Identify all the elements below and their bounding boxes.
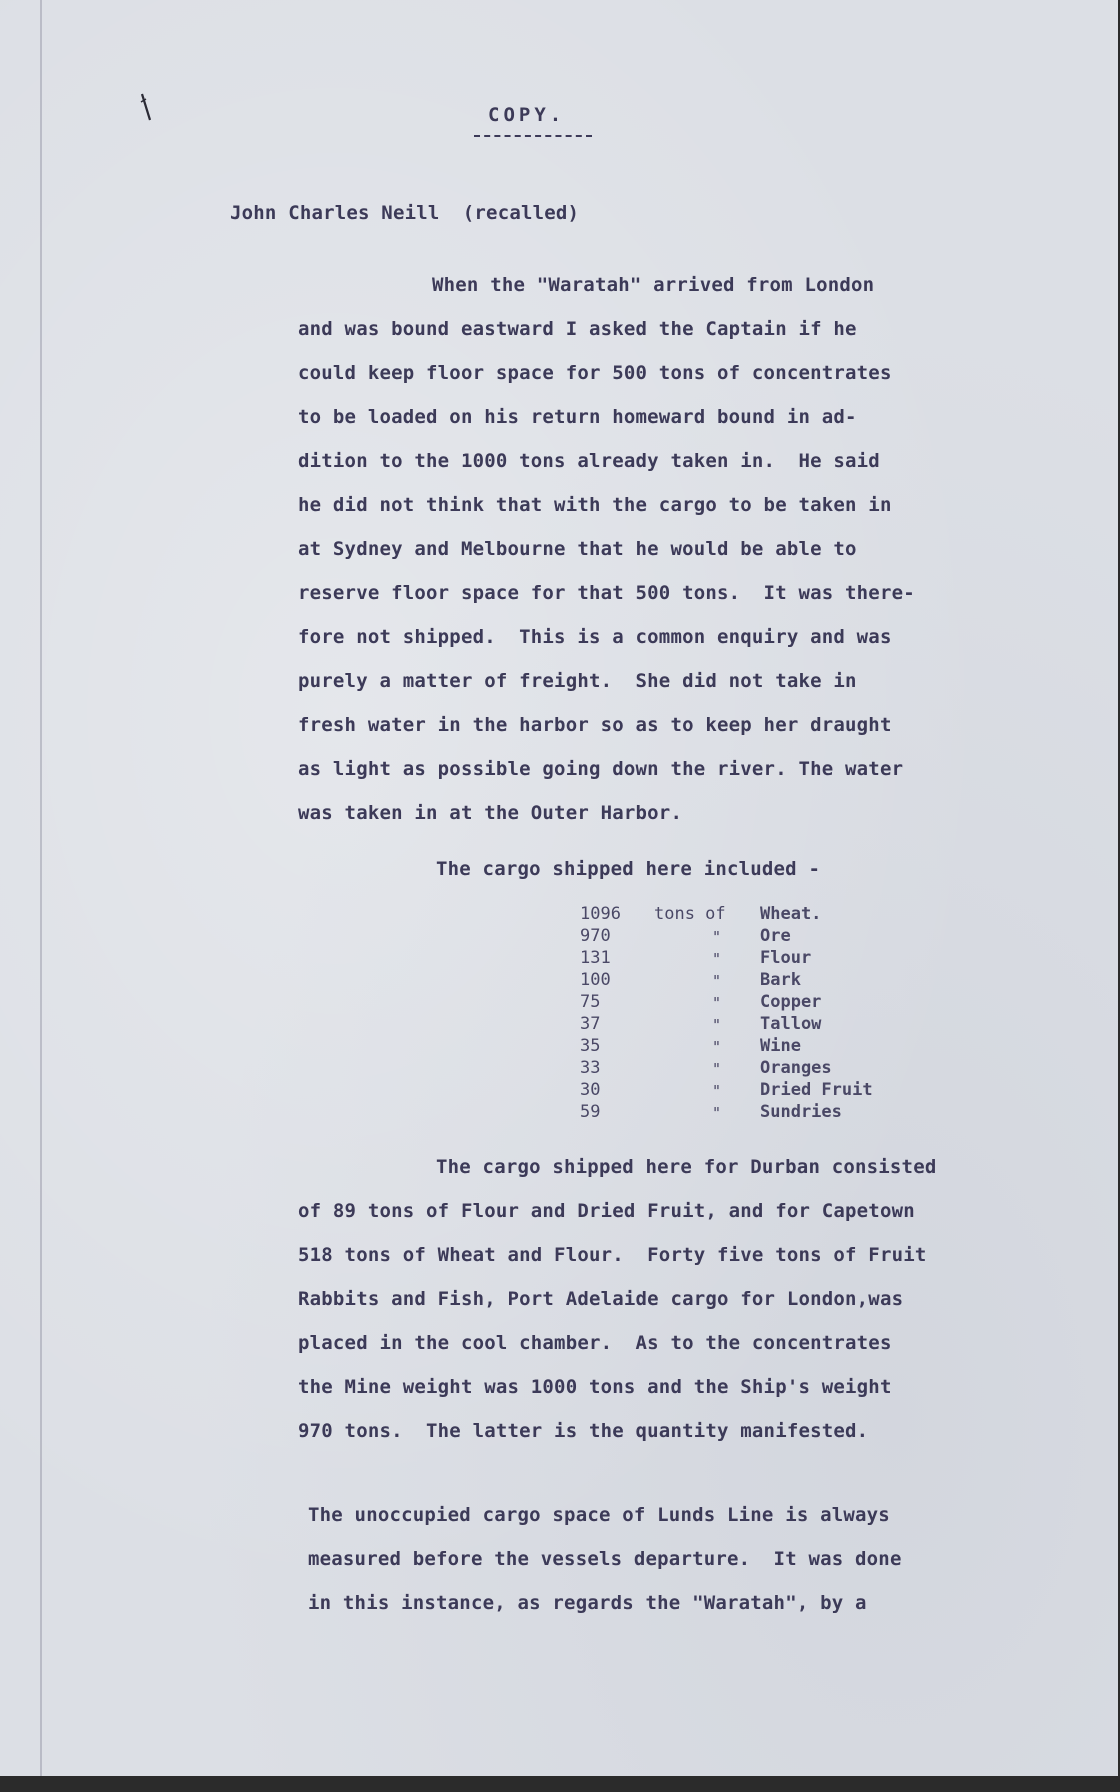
paragraph-line: of 89 tons of Flour and Dried Fruit, and for Capetown (298, 1200, 915, 1222)
cargo-item: Dried Fruit (760, 1080, 873, 1100)
paragraph-line: reserve floor space for that 500 tons. It was there- (298, 582, 915, 604)
cargo-item: Tallow (760, 1014, 822, 1034)
paragraph-line: measured before the vessels departure. It was done (308, 1548, 902, 1570)
paragraph-line: purely a matter of freight. She did not take in (298, 670, 857, 692)
paragraph-line: as light as possible going down the river. The water (298, 758, 904, 780)
paragraph-line: fresh water in the harbor so as to keep her draught (298, 714, 892, 736)
paragraph-line: dition to the 1000 tons already taken in. He said (298, 450, 880, 472)
cargo-item: Copper (760, 992, 822, 1012)
cargo-item: Wheat. (760, 904, 822, 924)
cargo-qty: 100 (580, 970, 611, 990)
paragraph-line: he did not think that with the cargo to be taken in (298, 494, 892, 516)
cargo-qty: 30 (580, 1080, 601, 1100)
cargo-unit: " (712, 928, 722, 946)
page-heading: COPY. (488, 104, 566, 126)
paragraph-line: 970 tons. The latter is the quantity manifested. (298, 1420, 869, 1442)
cargo-item: Wine (760, 1036, 801, 1056)
paragraph-line: could keep floor space for 500 tons of concentrates (298, 362, 892, 384)
heading-underline (474, 135, 592, 137)
paragraph-line: and was bound eastward I asked the Captain if he (298, 318, 857, 340)
cargo-unit: " (712, 1016, 722, 1034)
witness-name: John Charles Neill (recalled) (230, 202, 580, 224)
paragraph-line: in this instance, as regards the "Waratah", by a (308, 1592, 867, 1614)
cargo-item: Ore (760, 926, 791, 946)
cargo-unit: " (712, 1082, 722, 1100)
cargo-intro: The cargo shipped here included - (436, 858, 821, 880)
paragraph-line: placed in the cool chamber. As to the concentrates (298, 1332, 892, 1354)
cargo-unit: " (712, 950, 722, 968)
cargo-qty: 1096 (580, 904, 621, 924)
paragraph-line: Rabbits and Fish, Port Adelaide cargo for London,was (298, 1288, 904, 1310)
cargo-qty: 35 (580, 1036, 601, 1056)
cargo-unit: " (712, 972, 722, 990)
paragraph-line: to be loaded on his return homeward bound in ad- (298, 406, 857, 428)
cargo-qty: 33 (580, 1058, 601, 1078)
cargo-item: Sundries (760, 1102, 842, 1122)
cargo-unit: " (712, 1104, 722, 1122)
paragraph-line: When the "Waratah" arrived from London (432, 274, 875, 296)
cargo-qty: 37 (580, 1014, 601, 1034)
cargo-unit: tons of (654, 904, 726, 924)
paragraph-line: was taken in at the Outer Harbor. (298, 802, 683, 824)
cargo-item: Oranges (760, 1058, 832, 1078)
cargo-unit: " (712, 994, 722, 1012)
cargo-unit: " (712, 1038, 722, 1056)
cargo-qty: 131 (580, 948, 611, 968)
paragraph-line: 518 tons of Wheat and Flour. Forty five tons of Fruit (298, 1244, 927, 1266)
margin-line (40, 0, 42, 1776)
pencil-mark (138, 92, 154, 124)
paragraph-line: The unoccupied cargo space of Lunds Line is always (308, 1504, 890, 1526)
cargo-qty: 75 (580, 992, 601, 1012)
paragraph-line: at Sydney and Melbourne that he would be able to (298, 538, 857, 560)
cargo-qty: 59 (580, 1102, 601, 1122)
cargo-item: Bark (760, 970, 801, 990)
cargo-unit: " (712, 1060, 722, 1078)
paragraph-line: The cargo shipped here for Durban consisted (436, 1156, 937, 1178)
cargo-item: Flour (760, 948, 812, 968)
paragraph-line: the Mine weight was 1000 tons and the Ship's weight (298, 1376, 892, 1398)
cargo-qty: 970 (580, 926, 611, 946)
paragraph-line: fore not shipped. This is a common enquiry and was (298, 626, 892, 648)
